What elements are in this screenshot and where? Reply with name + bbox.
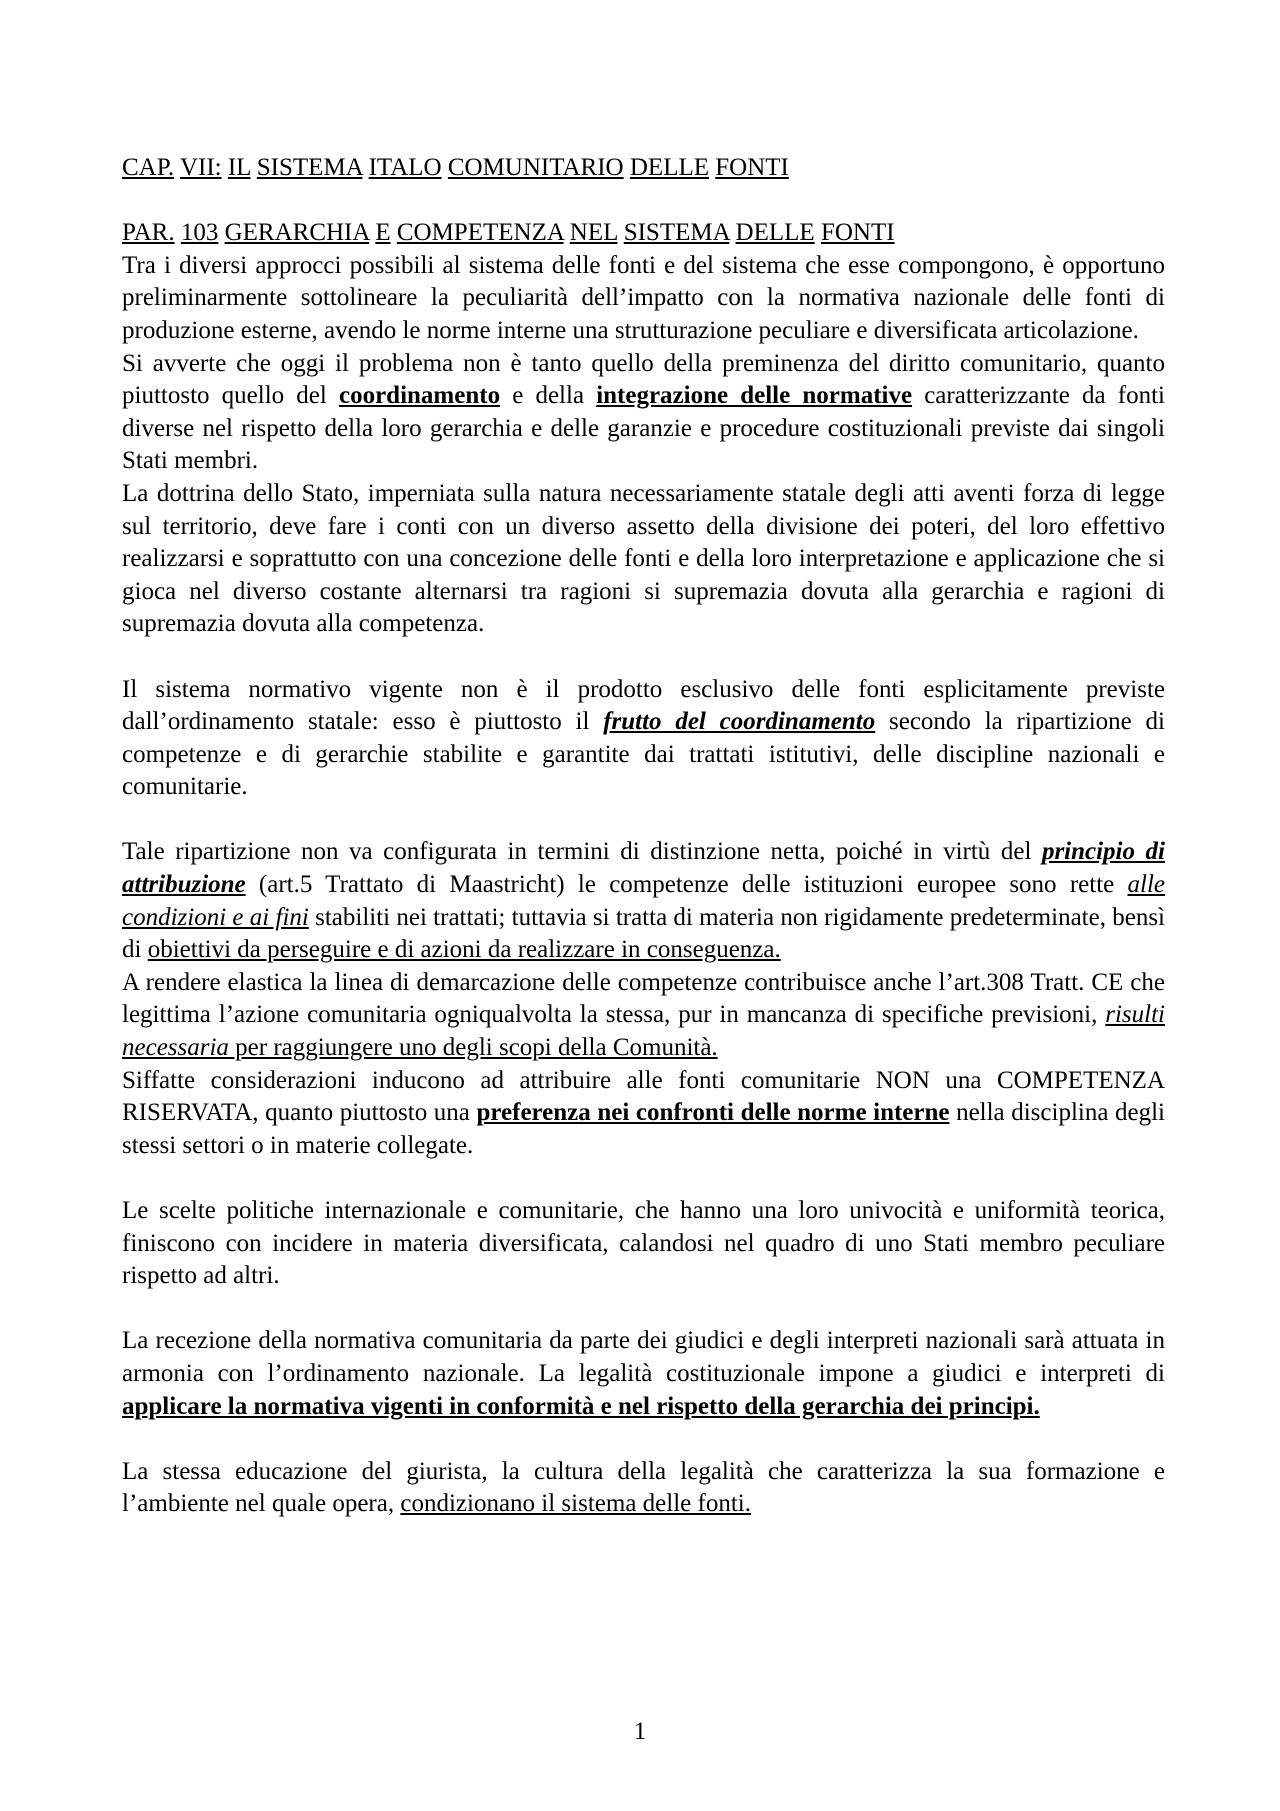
paragraph-title-word: COMPETENZA <box>396 219 564 247</box>
chapter-title <box>122 152 1165 185</box>
body-text: (art.5 Trattato di Maastricht) le competenze delle istituzioni europee sono rette <box>245 871 1128 899</box>
emphasis-integrazione: integrazione delle normative <box>596 382 913 410</box>
paragraph-title <box>122 217 1165 250</box>
body-paragraph-7 <box>122 1065 1165 1163</box>
chapter-title-word: IL <box>227 154 251 181</box>
body-text: caratterizzante da fonti diverse nel rispetto della loro gerarchia e delle garanzie e procedure costituzionali previste dai singoli Stati membri. <box>122 382 1165 475</box>
body-text: Tra i diversi approcci possibili al sistema delle fonti e del sistema che esse compongono, è opportuno preliminarmente sottolineare la peculiarità dell’impatto con la normativa nazionale delle fonti di produzione esterne, avendo le norme interne una strutturazione peculiare e diversificata articolazione. <box>122 251 1165 344</box>
paragraph-title-word: 103 <box>180 219 219 247</box>
body-text: La dottrina dello Stato, imperniata sulla natura necessariamente statale degli atti aventi forza di legge sul territorio, deve fare i conti con un diverso assetto della divisione dei poteri, del loro effettivo realizzarsi e soprattutto con una concezione delle fonti e della loro interpretazione e applicazione che si gioca nel diverso costante alternarsi tra ragioni si supremazia dovuta alla gerarchia e ragioni di supremazia dovuta alla competenza. <box>122 479 1165 638</box>
emphasis-condizionano: condizionano il sistema delle fonti. <box>400 1490 751 1518</box>
emphasis-applicare-la-normativa: applicare la normativa vigenti in conformità e nel rispetto della gerarchia dei principi. <box>122 1392 1040 1420</box>
chapter-title-word: COMUNITARIO <box>447 154 624 181</box>
body-paragraph-9 <box>122 1325 1165 1423</box>
paragraph-title-word: E <box>375 219 391 247</box>
paragraph-title-word: FONTI <box>820 219 895 247</box>
body-paragraph-3 <box>122 478 1165 641</box>
body-paragraph-1 <box>122 250 1165 348</box>
body-paragraph-2 <box>122 348 1165 478</box>
chapter-title-word: DELLE <box>629 154 710 181</box>
chapter-title-word: CAP. <box>122 154 175 181</box>
chapter-title-word: SISTEMA <box>256 154 363 181</box>
paragraph-title-word: NEL <box>569 219 618 247</box>
paragraph-title-word: DELLE <box>735 219 815 247</box>
emphasis-preferenza: preferenza nei confronti delle norme interne <box>476 1099 950 1127</box>
emphasis-obiettivi: obiettivi da perseguire e di azioni da realizzare in conseguenza. <box>147 936 781 964</box>
body-paragraph-10 <box>122 1456 1165 1521</box>
body-text: Si avverte che oggi il problema non è tanto quello della preminenza del diritto comunitario, quanto piuttosto quello del <box>122 349 1165 410</box>
emphasis-risulti-necessaria: risulti necessaria <box>122 1001 1165 1062</box>
body-text: Siffatte considerazioni inducono ad attribuire alle fonti comunitarie NON una COMPETENZA RISERVATA, quanto piuttosto una <box>122 1066 1165 1127</box>
emphasis-coordinamento: coordinamento <box>338 382 501 410</box>
body-paragraph-8 <box>122 1195 1165 1293</box>
body-text: e della <box>500 382 597 410</box>
body-paragraph-4 <box>122 674 1165 804</box>
emphasis-frutto-del-coordinamento: frutto del coordinamento <box>603 708 876 736</box>
body-text: Il sistema normativo vigente non è il prodotto esclusivo delle fonti esplicitamente previste dall’ordinamento statale: esso è piuttosto il <box>122 675 1165 736</box>
chapter-title-word: ITALO <box>368 154 442 181</box>
body-text: A rendere elastica la linea di demarcazione delle competenze contribuisce anche l’art.308 Tratt. CE che legittima l’azione comunitaria ogniqualvolta la stessa, pur in mancanza di specifiche previsioni, <box>122 968 1165 1029</box>
emphasis-alle-condizioni: alle condizioni e ai fini <box>122 871 1165 931</box>
body-text: Le scelte politiche internazionale e comunitarie, che hanno una loro univocità e uniformità teorica, finiscono con incidere in materia diversificata, calandosi nel quadro di uno Stati membro peculiare rispetto ad altri. <box>122 1197 1165 1290</box>
emphasis-principio-di-attribuzione: principio di attribuzione <box>122 838 1165 899</box>
paragraph-title-word: PAR. <box>122 219 175 247</box>
body-paragraph-5 <box>122 836 1165 966</box>
document-page <box>122 152 1165 1521</box>
body-text: La stessa educazione del giurista, la cultura della legalità che caratterizza la sua formazione e l’ambiente nel quale opera, <box>122 1457 1165 1518</box>
paragraph-title-word: GERARCHIA <box>224 219 370 247</box>
body-text: stabiliti nei trattati; tuttavia si tratta di materia non rigidamente predeterminate, bensì di <box>122 903 1165 964</box>
emphasis-scopi-comunita: per raggiungere uno degli scopi della Comunità. <box>228 1034 718 1062</box>
body-text: La recezione della normativa comunitaria da parte dei giudici e degli interpreti nazionali sarà attuata in armonia con l’ordinamento nazionale. La legalità costituzionale impone a giudici e interpreti di <box>122 1327 1165 1387</box>
page-number: 1 <box>633 1718 647 1745</box>
body-text: secondo la ripartizione di competenze e di gerarchie stabilite e garantite dai trattati istitutivi, delle discipline nazionali e comunitarie. <box>122 708 1165 801</box>
paragraph-title-word: SISTEMA <box>623 219 730 247</box>
body-text: nella disciplina degli stessi settori o in materie collegate. <box>122 1099 1165 1159</box>
body-paragraph-6 <box>122 967 1165 1065</box>
chapter-title-word: FONTI <box>715 154 789 181</box>
body-text: Tale ripartizione non va configurata in termini di distinzione netta, poiché in virtù del <box>122 838 1042 866</box>
chapter-title-word: VII: <box>179 154 222 181</box>
